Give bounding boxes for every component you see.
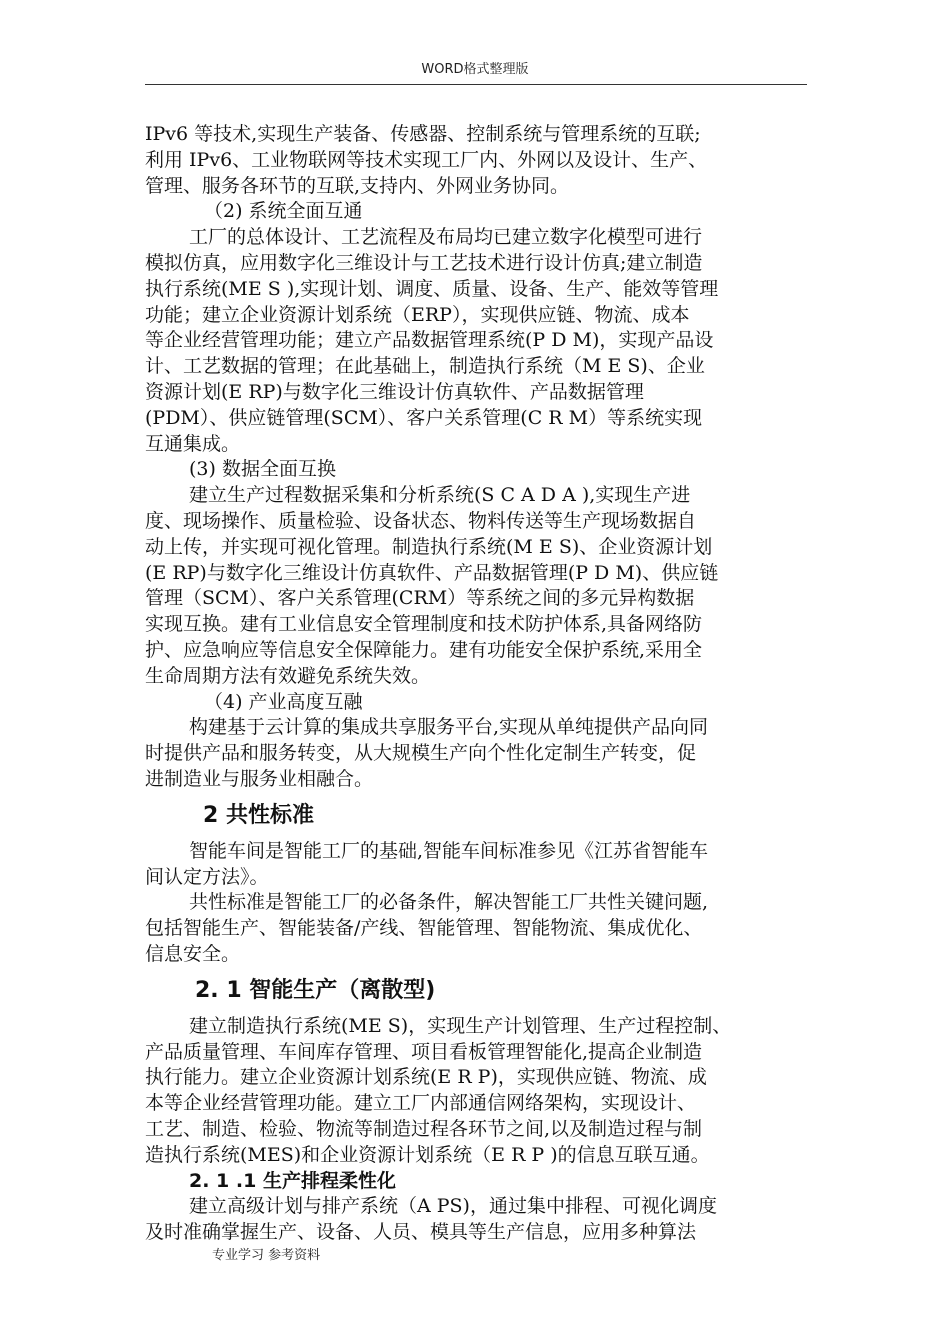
section-heading: 2 共性标准 [203, 802, 314, 828]
subsection-title: （2) 系统全面互通 [204, 200, 363, 223]
paragraph [145, 715, 807, 792]
paragraph [145, 1014, 807, 1169]
text-line: 共性标准是智能工厂的必备条件，解决智能工厂共性关键问题, [189, 891, 709, 914]
text-line: 护、应急响应等信息安全保障能力。建有功能安全保护系统,采用全 [145, 638, 703, 661]
text-line: 计、工艺数据的管理；在此基础上，制造执行系统（M E S)、企业 [145, 355, 705, 378]
text-line: 构建基于云计算的集成共享服务平台,实现从单纯提供产品向同 [189, 716, 709, 739]
text-line: 建立高级计划与排产系统（A PS)，通过集中排程、可视化调度 [189, 1195, 717, 1218]
text-line: 产品质量管理、车间库存管理、项目看板管理智能化,提高企业制造 [145, 1040, 703, 1063]
text-line: 工厂的总体设计、工艺流程及布局均已建立数字化模型可进行 [189, 226, 703, 249]
paragraph [145, 122, 807, 199]
subsection-title: (3) 数据全面互换 [189, 458, 336, 481]
header-text: WORD格式整理版 [421, 62, 529, 77]
text-line: 及时准确掌握生产、设备、人员、模具等生产信息，应用多种算法 [145, 1221, 697, 1244]
text-line: 建立生产过程数据采集和分析系统(S C A D A ),实现生产进 [189, 484, 691, 507]
text-line: (E RP)与数字化三维设计仿真软件、产品数据管理(P D M)、供应链 [145, 561, 719, 584]
text-line: 工艺、制造、检验、物流等制造过程各环节之间,以及制造过程与制 [145, 1117, 703, 1140]
paragraph [145, 483, 807, 689]
subsection-title: （4) 产业高度互融 [204, 690, 363, 713]
paragraph [145, 1194, 807, 1246]
text-line: 造执行系统(MES)和企业资源计划系统（E R P )的信息互联互通。 [145, 1143, 710, 1166]
text-line: 进制造业与服务业相融合。 [145, 767, 374, 790]
text-line: 度、现场操作、质量检验、设备状态、物料传送等生产现场数据自 [145, 509, 697, 532]
text-line: 资源计划(E RP)与数字化三维设计仿真软件、产品数据管理 [145, 380, 644, 403]
text-line: 包括智能生产、智能装备/产线、智能管理、智能物流、集成优化、 [145, 917, 703, 940]
text-line: 本等企业经营管理功能。建立工厂内部通信网络架构，实现设计、 [145, 1092, 697, 1115]
text-line: 管理（SCM）、客户关系管理(CRM）等系统之间的多元异构数据 [145, 587, 695, 610]
text-line: 管理、服务各环节的互联,支持内、外网业务协同。 [145, 174, 570, 197]
subsection-heading: 2. 1 .1 生产排程柔性化 [189, 1170, 396, 1193]
text-line: 间认定方法》。 [145, 865, 269, 888]
text-line: 实现互换。建有工业信息安全管理制度和技术防护体系,具备网络防 [145, 613, 703, 636]
text-line: (PDM）、供应链管理(SCM）、客户关系管理(C R M）等系统实现 [145, 406, 703, 429]
text-line: 信息安全。 [145, 942, 241, 965]
paragraph [145, 839, 807, 891]
text-line: 动上传，并实现可视化管理。制造执行系统(M E S)、企业资源计划 [145, 535, 713, 558]
document-body [145, 122, 807, 1246]
text-line: 功能；建立企业资源计划系统（ERP），实现供应链、物流、成本 [145, 303, 690, 326]
text-line: 执行能力。建立企业资源计划系统(E R P)，实现供应链、物流、成 [145, 1066, 707, 1089]
text-line: 时提供产品和服务转变，从大规模生产向个性化定制生产转变，促 [145, 742, 697, 765]
paragraph [145, 225, 807, 457]
section-heading: 2. 1 智能生产（离散型) [195, 977, 436, 1003]
text-line: 建立制造执行系统(ME S)，实现生产计划管理、生产过程控制、 [189, 1014, 732, 1037]
text-line: 模拟仿真，应用数字化三维设计与工艺技术进行设计仿真;建立制造 [145, 251, 703, 274]
text-line: 互通集成。 [145, 432, 241, 455]
text-line: IPv6 等技术,实现生产装备、传感器、控制系统与管理系统的互联; [145, 123, 701, 145]
text-line: 智能车间是智能工厂的基础,智能车间标准参见《江苏省智能车 [189, 839, 709, 862]
text-line: 执行系统(ME S ),实现计划、调度、质量、设备、生产、能效等管理 [145, 277, 719, 300]
text-line: 等企业经营管理功能；建立产品数据管理系统(P D M)，实现产品设 [145, 329, 714, 352]
text-line: 生命周期方法有效避免系统失效。 [145, 664, 431, 687]
text-line: 利用 IPv6、工业物联网等技术实现工厂内、外网以及设计、生产、 [145, 148, 708, 171]
header-rule [145, 84, 807, 85]
paragraph [145, 890, 807, 967]
page-footer: 专业学习 参考资料 [212, 1248, 321, 1263]
